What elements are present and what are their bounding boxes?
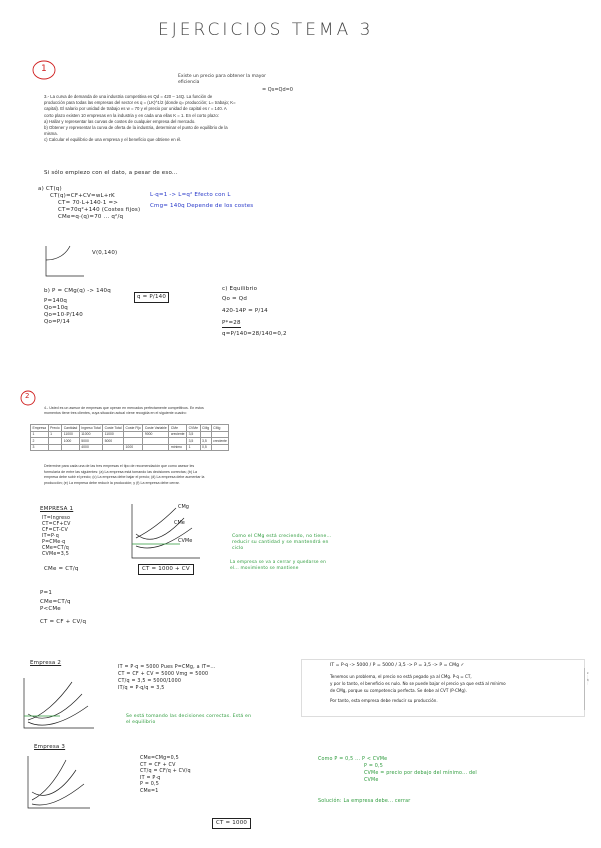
- exercise-1-part-b-box: q = P/140: [134, 292, 169, 303]
- empresa-3-cost-graph: [18, 754, 98, 814]
- table-header: Cantidad: [63, 425, 78, 430]
- sheet-margin-rule: [584, 668, 585, 710]
- table-header: Coste Total: [104, 425, 122, 430]
- table-cell: 3,5: [200, 438, 211, 445]
- empresa-3-working: [140, 756, 260, 796]
- working-line: c) Equilibrio: [222, 286, 258, 292]
- working-line: P*=28: [222, 320, 241, 326]
- working-line: CT = CF + CV: [140, 762, 176, 768]
- empresa-1-title: EMPRESA 1: [40, 506, 74, 512]
- exercise-1-number: 1: [41, 64, 47, 74]
- statement-line: a) Hallar y representar las curvas de costes de cualquier empresa del mercado.: [44, 118, 196, 124]
- working-line: 420-14P = P/14: [222, 308, 268, 314]
- working-line: IT = P·q = 5000 Pues P=CMg, a IT=...: [118, 665, 216, 670]
- table-cell: 0,5: [200, 444, 211, 451]
- exercise-2-number: 2: [25, 392, 30, 400]
- exercise-2-circle: [20, 390, 40, 410]
- empresa-2-title: Empresa 2: [30, 660, 62, 666]
- table-header: Empresa: [32, 425, 47, 430]
- working-line: CT(q)=CF+CV=wL+rK: [50, 193, 115, 199]
- exercise-2-table: [30, 424, 229, 451]
- working-line: CMe=q·(q)=70 ... q²/q: [58, 214, 124, 220]
- working-line: P=CMe·q: [42, 540, 66, 545]
- working-line: CMe=1: [140, 788, 159, 794]
- exercise-1-cost-graph: [40, 244, 100, 284]
- statement-line: producción para todas las empresas del sector es q = (LK)^1/2 (donde q= producción; L= trabajo; K=: [44, 100, 236, 106]
- table-cell: 11000: [79, 431, 102, 438]
- table-cell: [48, 444, 62, 451]
- table-header: CMg: [211, 425, 229, 432]
- empresa-3-title: Empresa 3: [34, 744, 66, 750]
- instruction-line: formularía de entre las siguientes: (a) La empresa está tomando las decisiones correctas; (b) La: [44, 469, 198, 474]
- table-header: CVMe: [188, 425, 198, 430]
- working-line: Cmg= 140q Depende de los costes: [150, 203, 254, 209]
- empresa-1-formula: CMe = CT/q: [44, 566, 79, 572]
- working-line: IT=Ingreso: [42, 516, 71, 521]
- statement-line: 3.- La curva de demanda de una industria competitiva es Qd = 420 – 14Q. La función de: [44, 94, 213, 99]
- exercise-1-circle: [32, 60, 62, 84]
- working-line: Como P = 0,5 ... P < CVMe: [318, 757, 388, 762]
- working-line: IT/q = P·q/q = 3,5: [118, 686, 165, 691]
- working-line: P = 0,5: [364, 764, 383, 769]
- table-cell: 1000: [124, 444, 143, 451]
- exercise-2-instructions: [44, 464, 276, 486]
- table-cell: 5000: [103, 438, 124, 445]
- table-header: CMg: [202, 425, 210, 430]
- graph-label-cme: CMe: [174, 520, 185, 526]
- table-cell: 11000: [62, 431, 80, 438]
- sheet-line: y por lo tanto, el beneficio es nulo. No se puede bajar el precio ya que está al mínimo: [330, 681, 506, 686]
- working-line: CT= 70·L+140·1 =>: [58, 200, 119, 206]
- empresa-1-working: [42, 516, 102, 558]
- table-cell: 5000: [79, 438, 102, 445]
- table-cell: mínimo: [169, 444, 187, 451]
- embedded-sheet: [301, 659, 585, 717]
- working-line: CMe=CT/q: [40, 599, 71, 605]
- empresa-3-right-notes: [318, 756, 488, 805]
- sheet-line: IT = P·q -> 5000 / P = 5000 / 3,5 -> P = 3,5 -> P = CMg ✓: [330, 663, 465, 668]
- table-cell: creciente: [170, 432, 185, 437]
- empresa-1-working-2: [40, 590, 110, 626]
- empresa-2-cost-graph: [14, 676, 104, 736]
- working-line: Qo = Qd: [222, 296, 248, 302]
- working-line: IT=P·q: [42, 534, 60, 539]
- table-cell: 1: [187, 444, 200, 451]
- statement-line: capital). El salario por unidad de trabajo es w = 70 y el precio por unidad de capital es r = 140. A: [44, 106, 227, 112]
- working-line: b) P = CMg(q) -> 140q: [44, 288, 111, 294]
- table-cell: 2: [31, 438, 49, 445]
- exercise-1-curve-label: V(0,140): [92, 250, 118, 256]
- table-header: CMe: [169, 425, 187, 432]
- working-line: CT = CF + CV = 5000 Vmg = 5000: [118, 672, 209, 677]
- exercise-1-top-right-note: = Qs=Qd=0: [262, 87, 293, 93]
- instruction-line: Determine para cada una de las tres empresas el tipo de recomendación que como asesor les: [44, 464, 195, 468]
- working-line: CT = CF + CV/q: [40, 619, 87, 625]
- working-line: L·q=1 -> L=q² Efecto con L: [150, 192, 231, 198]
- statement-line: misma.: [44, 131, 58, 137]
- empresa-1-green-note-1: Como el CMg está creciendo, no tiene... reducir su cantidad y se mantendrá en ciclo: [232, 534, 332, 551]
- working-line: Qo=P/14: [44, 319, 70, 325]
- sheet-right-text: a ... el ...: [586, 672, 590, 686]
- table-cell: 11000: [103, 431, 124, 438]
- exercise-1-part-c: [222, 286, 302, 338]
- statement-line: 4.- Usted es un asesor de empresas que operan en mercados perfectamente competitivos. En estos: [44, 406, 204, 410]
- table-cell: 1: [48, 431, 62, 438]
- statement-line: b) Obtener y representar la curva de oferta de la industria, determinar el punto de equilibrio de la: [44, 125, 228, 131]
- exercise-1-working-left: [38, 186, 148, 221]
- sheet-line: de CMg, porque su competencia perfecta. Se debe al CVT (P·CMg).: [330, 688, 467, 693]
- exercise-1-working-mid: [150, 192, 280, 210]
- table-cell: 1000: [62, 438, 80, 445]
- empresa-1-green-note-2: La empresa se va a cerrar y quedarse en el... movimiento se mantiene: [230, 560, 327, 571]
- table-header: Ingreso Total: [81, 425, 101, 430]
- working-line: CF=CT-CV: [42, 528, 68, 533]
- working-line: CVMe = precio por debajo del mínimo... del CVMe: [364, 771, 477, 783]
- working-line: CT=CF+CV: [42, 522, 71, 527]
- table-header: Coste Variable: [144, 425, 167, 430]
- sheet-line: Tenemos un problema, el precio no está pegado ya al CMg. P·q = CT,: [330, 674, 472, 679]
- empresa-3-box: CT = 1000: [212, 818, 251, 829]
- empresa-2-green-note: Se está tomando las decisiones correctas. Está en el equilibrio: [126, 714, 252, 726]
- table-cell: [103, 444, 124, 451]
- graph-label-cmg: CMg: [178, 504, 189, 510]
- working-line: a) CT(q): [38, 186, 62, 192]
- working-line: P=1: [40, 590, 53, 596]
- table-cell: 1: [31, 431, 49, 438]
- working-line: CT/q = 3,5 = 5000/1000: [118, 679, 182, 684]
- table-cell: 9000: [143, 431, 169, 438]
- working-line: Qo=10·P/140: [44, 312, 83, 318]
- working-line: P=140q: [44, 298, 68, 304]
- working-line: Qo=10q: [44, 305, 68, 311]
- instruction-line: empresa debe subir el precio; (c) La empresa debe bajar el precio; (d) La empresa debe aumentar la: [44, 475, 205, 480]
- working-line: Solución: La empresa debe... cerrar: [318, 799, 411, 804]
- table-cell: 3: [31, 444, 49, 451]
- table-cell: [211, 444, 229, 451]
- working-line: P = 0,5: [140, 782, 159, 788]
- exercise-2-statement: [44, 406, 274, 417]
- graph-label-cvme: CVMe: [178, 538, 193, 544]
- table-cell: 3,5: [187, 431, 200, 438]
- exercise-1-statement: [44, 94, 274, 144]
- statement-line: corto plazo existen 10 empresas en la industria y en cada una ellas K = 1. En el corto plazo:: [44, 112, 219, 118]
- page-title: EJERCICIOS TEMA 3: [158, 20, 374, 40]
- working-line: P<CMe: [40, 606, 61, 612]
- sheet-line: Por tanto, esta empresa debe reducir su producción.: [330, 698, 438, 703]
- table-row: [31, 444, 229, 451]
- empresa-1-cost-graph: [118, 500, 208, 570]
- working-line: CMe=CT/q: [42, 546, 69, 551]
- instruction-line: producción; (e) La empresa debe reducir la producción; y (f) La empresa debe cerrar.: [44, 480, 180, 485]
- working-line: IT = P·q: [140, 775, 161, 781]
- table-cell: 4000: [79, 444, 102, 451]
- table-header: Coste Fijo: [125, 425, 141, 430]
- exercise-1-intro-handwriting: Si sólo empiezo con el dato, a pesar de eso...: [44, 170, 178, 176]
- table-cell: creciente: [213, 438, 227, 443]
- statement-line: momentos tiene tres clientes, cuya situación actual viene recogida en el siguiente cuadro:: [44, 411, 187, 416]
- table-cell: [143, 444, 169, 451]
- working-line: CVMe=3,5: [42, 552, 69, 557]
- exercise-1-top-note: Existe un precio para obtener la mayor eficiencia: [178, 74, 267, 86]
- table-header: Precio: [50, 425, 60, 430]
- empresa-1-formula-box: CT = 1000 + CV: [138, 564, 194, 575]
- statement-line: c) Calcular el equilibrio de una empresa y el beneficio que obtiene en él.: [44, 137, 182, 143]
- working-line: CT/q = CF/q + CV/q: [140, 769, 191, 775]
- working-line: CMe=CMg=0,5: [140, 756, 179, 761]
- working-line: CT=70q²+140 (Costes fijos): [58, 207, 141, 213]
- empresa-2-working: [118, 664, 288, 692]
- table-cell: 3,5: [187, 438, 200, 445]
- working-line: q=P/140=28/140=0,2: [222, 331, 287, 337]
- table-cell: [62, 444, 80, 451]
